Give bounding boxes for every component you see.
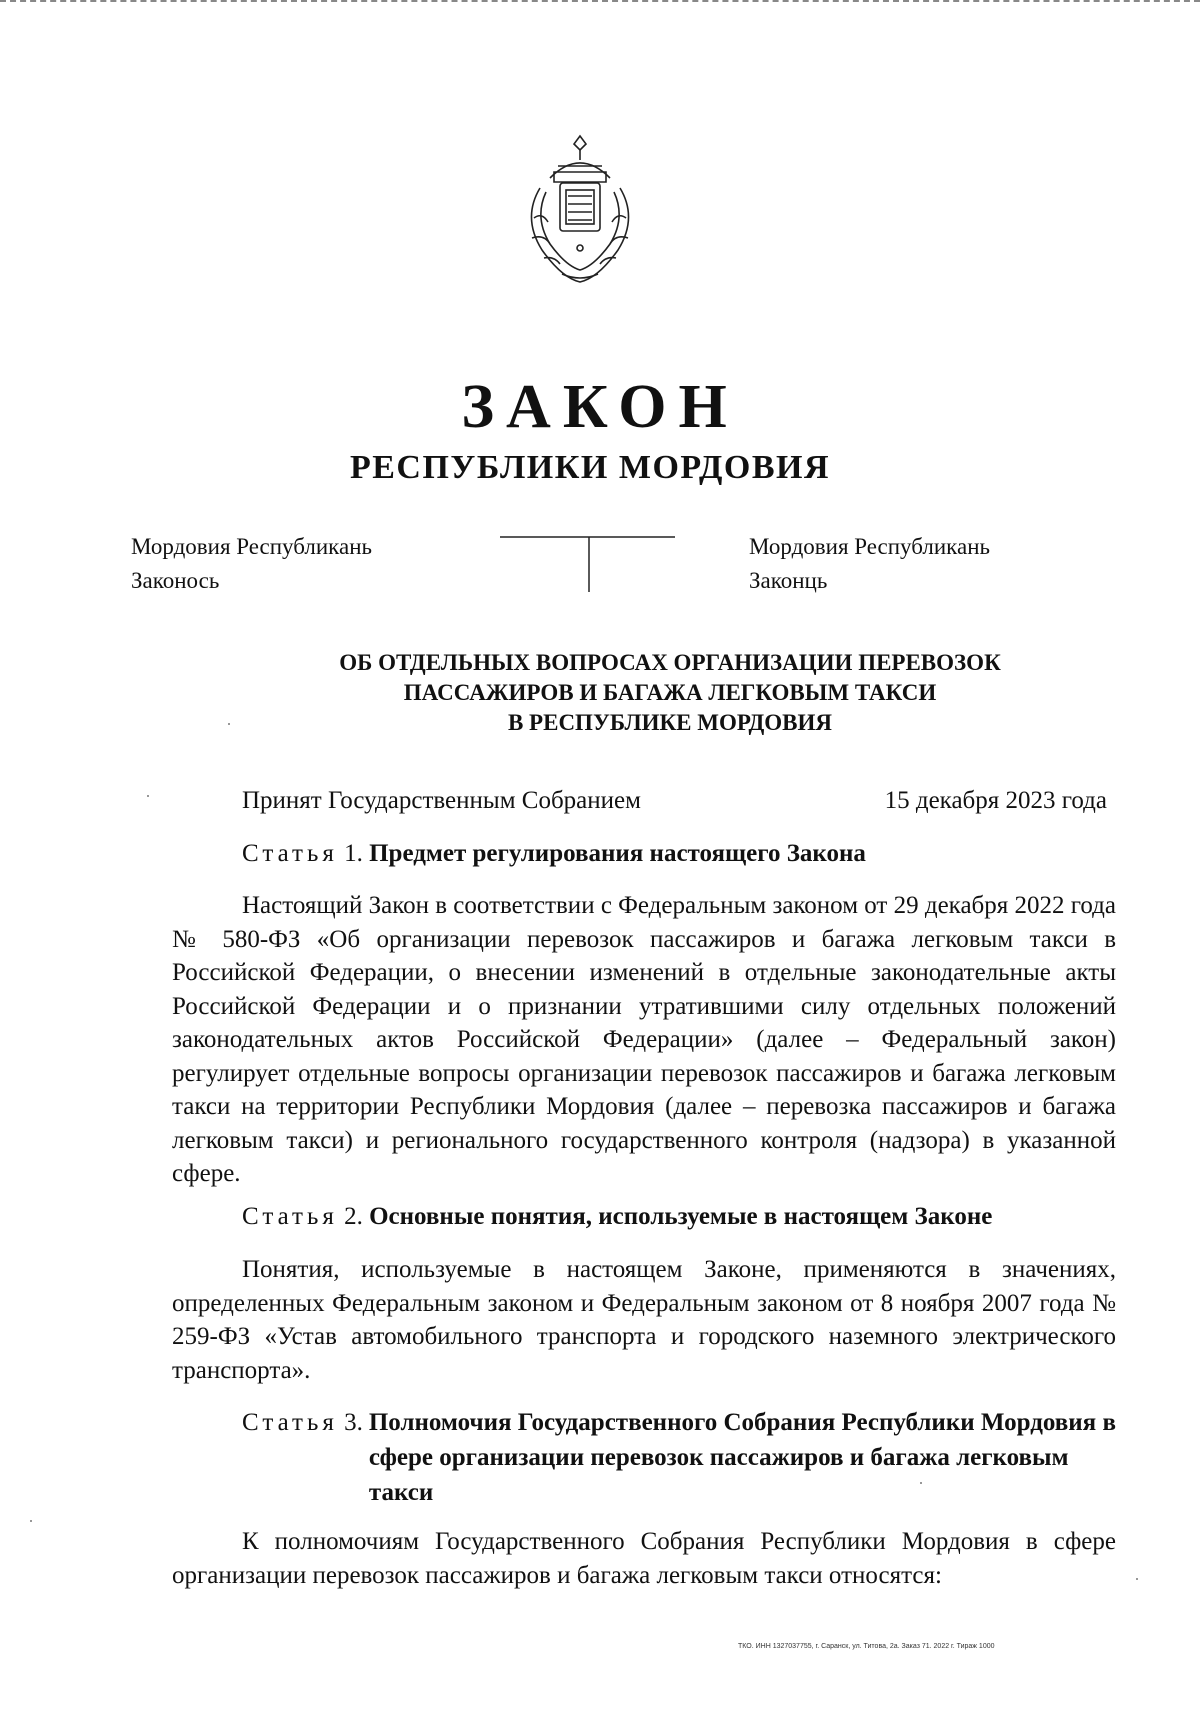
article-1-text: Настоящий Закон в соответствии с Федеральным законом от 29 декабря 2022 года № 580-ФЗ «Об организации перевозок пассажиров и багажа легковым такси в Российской Федерации, о внесении изменений в отдельные законодательные акты Российской Федерации и о признании утратившими силу отдельных положений законодательных актов Российской Федерации» (далее – Федеральный закон) регулирует отдельные вопросы организации перевозок пассажиров и багажа легковым такси на территории Республики Мордовия (далее – перевозка пассажиров и багажа легковым такси) и регионального государственного контроля (надзора) в указанной сфере. bbox=[172, 892, 1116, 1187]
article-number: 3. bbox=[344, 1409, 363, 1436]
article-label-group bbox=[242, 1405, 369, 1510]
article-1-heading bbox=[242, 836, 866, 871]
scan-speck bbox=[228, 723, 230, 725]
article-label: Статья bbox=[242, 1203, 338, 1230]
adoption-line bbox=[242, 785, 1107, 817]
article-name: Полномочия Государственного Собрания Республики Мордовия в сфере организации перевозок пассажиров и багажа легковым такси bbox=[368, 1409, 1116, 1506]
article-3-text: К полномочиям Государственного Собрания Республики Мордовия в сфере организации перевозок пассажиров и багажа легковым такси относятся: bbox=[172, 1528, 1116, 1589]
adoption-date: 15 декабря 2023 года bbox=[884, 787, 1107, 814]
article-number: 2. bbox=[344, 1203, 363, 1230]
left-caption-line1: Мордовия Республикань bbox=[131, 534, 373, 559]
top-scan-rule bbox=[0, 0, 1200, 4]
law-title bbox=[270, 648, 1070, 738]
left-caption-line2: Законось bbox=[131, 568, 220, 593]
article-2-text: Понятия, используемые в настоящем Законе, применяются в значениях, определенных Федеральным законом и Федеральным законом от 8 ноября 2007 года № 259-ФЗ «Устав автомобильного транспорта и городского наземного электрического транспорта». bbox=[172, 1256, 1116, 1384]
article-3-heading bbox=[242, 1405, 1122, 1510]
article-number: 1. bbox=[344, 840, 363, 867]
scan-speck bbox=[1136, 1578, 1138, 1580]
article-2-heading bbox=[242, 1199, 992, 1234]
scan-speck bbox=[147, 795, 149, 797]
printing-imprint: ТКО. ИНН 1327037755, г. Саранск, ул. Титова, 2а. Заказ 71. 2022 г. Тираж 1000 bbox=[738, 1643, 995, 1650]
article-name: Предмет регулирования настоящего Закона bbox=[369, 840, 866, 867]
republic-of-mordovia-coat-of-arms-icon bbox=[510, 128, 650, 288]
law-title-line3: В РЕСПУБЛИКЕ МОРДОВИЯ bbox=[507, 710, 833, 735]
scan-speck bbox=[30, 1520, 32, 1522]
law-title-line1: ОБ ОТДЕЛЬНЫХ ВОПРОСАХ ОРГАНИЗАЦИИ ПЕРЕВОЗОК bbox=[339, 650, 1001, 675]
right-caption-line1: Мордовия Республикань bbox=[749, 534, 991, 559]
registration-number-mark bbox=[500, 536, 675, 592]
document-subtitle: РЕСПУБЛИКИ МОРДОВИЯ bbox=[349, 449, 831, 486]
article-name: Основные понятия, используемые в настоящем Законе bbox=[369, 1203, 993, 1230]
law-title-line2: ПАССАЖИРОВ И БАГАЖА ЛЕГКОВЫМ ТАКСИ bbox=[403, 680, 937, 705]
document-title: ЗАКОН bbox=[461, 373, 739, 441]
left-caption bbox=[131, 530, 372, 598]
right-caption-line2: Законць bbox=[749, 568, 828, 593]
adoption-label: Принят Государственным Собранием bbox=[242, 787, 641, 814]
article-label: Статья bbox=[242, 1409, 338, 1436]
right-caption bbox=[749, 530, 990, 598]
article-label: Статья bbox=[242, 840, 338, 867]
scan-speck bbox=[920, 1482, 922, 1484]
